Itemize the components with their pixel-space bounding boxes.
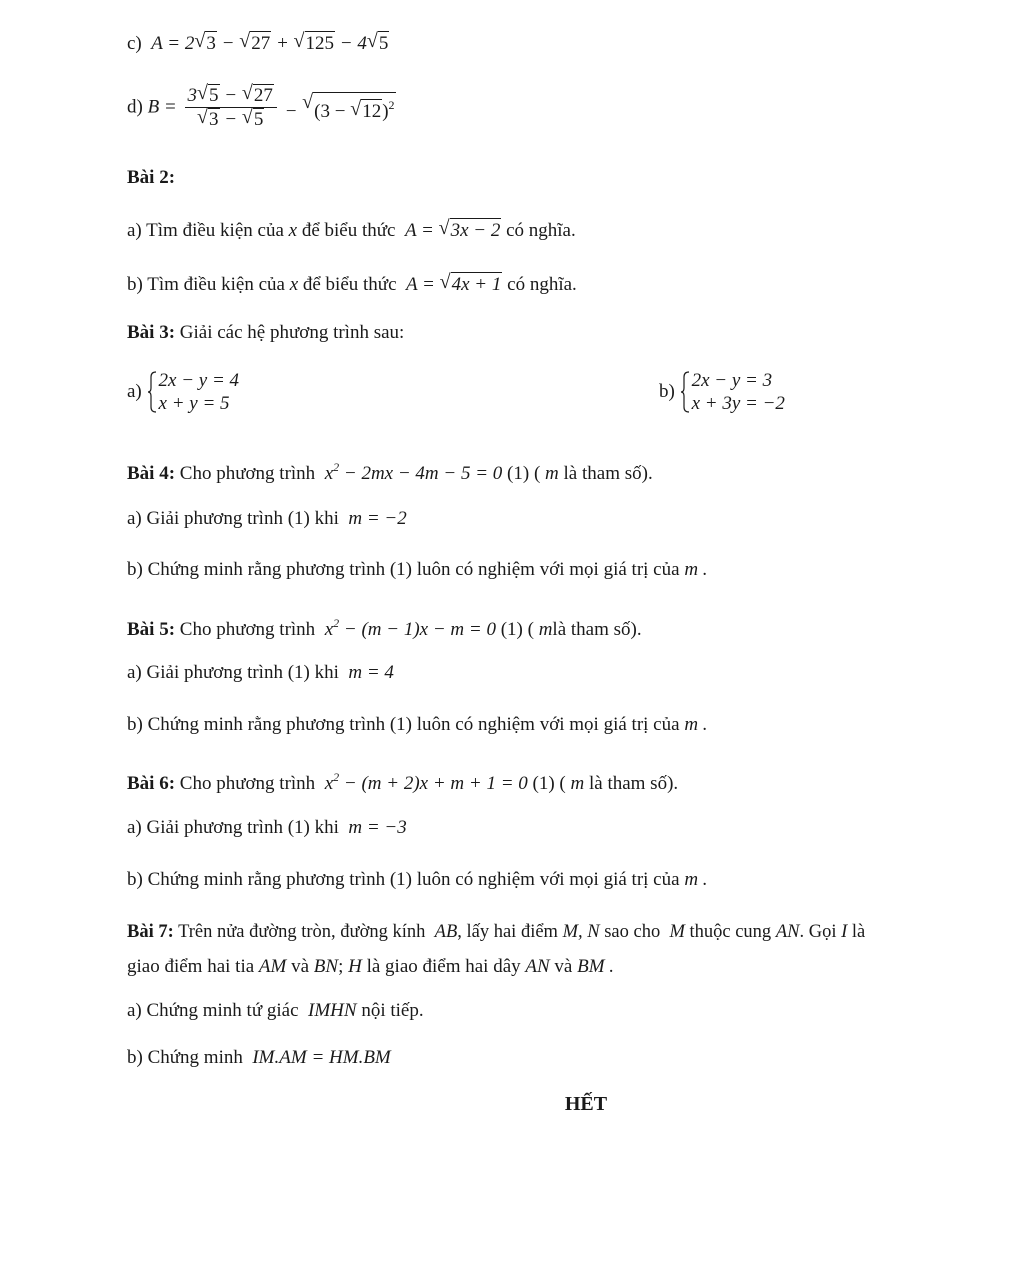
system-a: 2x − y = 4 x + y = 5 <box>147 369 240 415</box>
item-d: d) B = 3 √ 5 − √ 27 √ 3 − √ 5 − √ (3 − √ 12)$^2$ <box>127 82 395 130</box>
bai6-b: b) Chứng minh rằng phương trình (1) luôn có nghiệm với mọi giá trị của m . <box>127 869 708 890</box>
bai4-a: a) Giải phương trình (1) khi m = −2 <box>127 508 407 529</box>
bai7-a: a) Chứng minh tứ giác IMHN nội tiếp. <box>127 1000 424 1021</box>
formula-d: B = <box>147 96 177 118</box>
bai7-b: b) Chứng minh IM.AM = HM.BM <box>127 1047 391 1068</box>
item-c: c) A = 2 √ 3 − √ 27 + √ 125 − 4 √ 5 <box>127 30 389 54</box>
bai2-b: b) Tìm điều kiện của x để biểu thức A = √ 4x + 1 có nghĩa. <box>127 271 577 295</box>
formula-c: A = 2 √ 3 − √ 27 + √ 125 − 4 √ 5 <box>146 30 389 54</box>
brace-icon <box>147 371 157 413</box>
fraction-d: 3 √ 5 − √ 27 √ 3 − √ 5 <box>185 84 277 131</box>
bai6-a: a) Giải phương trình (1) khi m = −3 <box>127 817 407 838</box>
bai7-line2: giao điểm hai tia AM và BN; H là giao điểm hai dây AN và BM . <box>127 956 615 977</box>
bai4-b: b) Chứng minh rằng phương trình (1) luôn có nghiệm với mọi giá trị của m . <box>127 559 708 580</box>
bai2-a: a) Tìm điều kiện của x để biểu thức A = √ 3x − 2 có nghĩa. <box>127 217 576 241</box>
end-marker: HẾT <box>564 1093 608 1115</box>
system-b: 2x − y = 3 x + 3y = −2 <box>680 369 785 415</box>
bai7-line1: Bài 7: Trên nửa đường tròn, đường kính AB, lấy hai điểm M, N sao cho M thuộc cung AN. Gọi I là <box>127 922 866 942</box>
bai4-heading: Bài 4: Cho phương trình $x^2 - 2mx - 4m - 5 = 0$ (1) ( m là tham số). <box>127 460 653 484</box>
bai3-heading: Bài 3: Giải các hệ phương trình sau: <box>127 322 405 343</box>
bai3-b: b) 2x − y = 3 x + 3y = −2 <box>659 370 785 414</box>
bai3-a: a) 2x − y = 4 x + y = 5 <box>127 370 240 414</box>
bai5-b: b) Chứng minh rằng phương trình (1) luôn có nghiệm với mọi giá trị của m . <box>127 714 708 735</box>
bai5-a: a) Giải phương trình (1) khi m = 4 <box>127 662 394 683</box>
bai5-heading: Bài 5: Cho phương trình $x^2 - (m - 1)x - m = 0$ (1) ( mlà tham số). <box>127 616 642 640</box>
bai2-heading: Bài 2: <box>127 167 176 188</box>
brace-icon <box>680 371 690 413</box>
bai6-heading: Bài 6: Cho phương trình $x^2 - (m + 2)x + m + 1 = 0$ (1) ( m là tham số). <box>127 770 679 794</box>
